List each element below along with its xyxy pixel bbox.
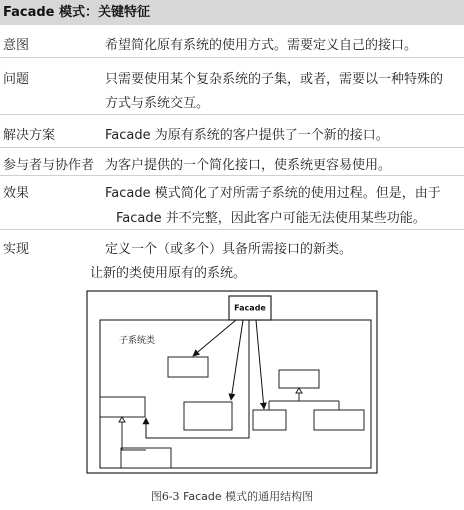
- row-desc: 为客户提供的一个简化接口，使系统更容易使用。: [105, 158, 392, 173]
- continuation-text: 让新的类使用原有的系统。: [90, 266, 247, 281]
- row-label: 意图: [3, 38, 30, 53]
- row-desc-line-2: Facade 并不完整，因此客户可能无法使用某些功能。: [116, 211, 426, 226]
- facade-label: Facade: [234, 303, 266, 313]
- row-label: 问题: [3, 72, 30, 87]
- subsystem-label: 子系统类: [119, 336, 156, 346]
- class-box-right-child-b: [314, 410, 364, 430]
- class-box-right-parent: [279, 370, 319, 388]
- row-intent: [0, 25, 464, 58]
- row-label: 效果: [3, 186, 30, 201]
- row-desc: 希望简化原有系统的使用方式。需要定义自己的接口。: [105, 38, 418, 53]
- row-participants: [0, 148, 464, 176]
- row-label: 解决方案: [3, 128, 56, 143]
- section-title: Facade 模式：关键特征: [3, 5, 151, 20]
- row-desc-line-1: 只需要使用某个复杂系统的子集，或者，需要以一种特殊的: [105, 72, 444, 87]
- class-box-center: [184, 402, 232, 430]
- row-consequences: [0, 176, 464, 230]
- class-box-middle: [168, 357, 208, 377]
- row-label: 实现: [3, 242, 30, 257]
- row-desc-line-2: 方式与系统交互。: [105, 96, 210, 111]
- row-implementation: [0, 230, 464, 262]
- figure-title: Facade 模式的通用结构图: [183, 490, 314, 503]
- facade-structure-diagram: [86, 290, 378, 474]
- section-header: [0, 0, 464, 25]
- class-box-right-child-a: [253, 410, 286, 430]
- row-desc: 定义一个（或多个）具备所需接口的新类。: [105, 242, 353, 257]
- row-problem: [0, 58, 464, 115]
- row-label: 参与者与协作者: [3, 158, 95, 173]
- class-box-left-parent: [100, 397, 145, 417]
- row-desc: Facade 为原有系统的客户提供了一个新的接口。: [105, 128, 389, 143]
- row-solution: [0, 115, 464, 148]
- class-box-left-child: [121, 448, 171, 468]
- row-desc-line-1: Facade 模式简化了对所需子系统的使用过程。但是，由于: [105, 186, 441, 201]
- figure-number: 图6-3: [150, 490, 180, 503]
- figure-caption: [0, 488, 464, 504]
